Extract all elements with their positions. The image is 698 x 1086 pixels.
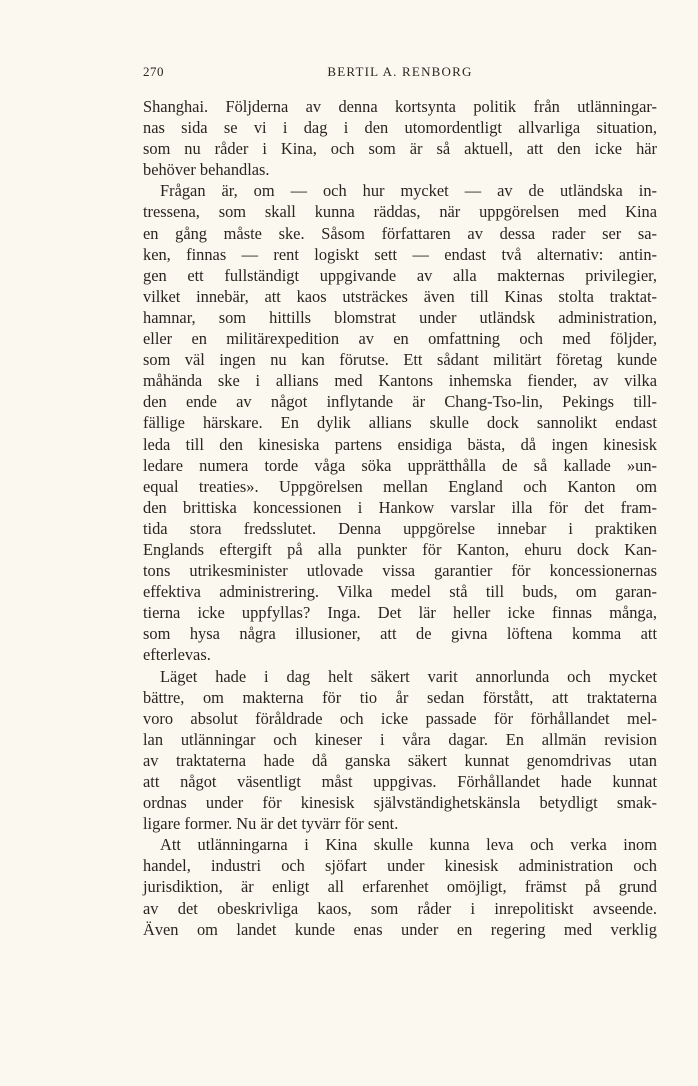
text-line: att något väsentligt måst uppgivas. Förhållandet hade kunnat [143,772,657,791]
page-number: 270 [143,64,164,79]
text-line: vilket innebär, att kaos utsträckes även till Kinas stolta traktat- [143,286,657,306]
text-line: efterlevas. [143,645,211,665]
text-line: den ende av något inflytande är Chang-Tso-lin, Pekings till- [143,392,657,412]
text-line: av det obeskrivliga kaos, som råder i inrepolitiskt avseende. [143,898,657,918]
text-line: nas sida se vi i dag i den utomordentligt allvarliga situation, [143,118,657,138]
text-line: ledare numera torde våga söka upprätthålla de så kallade »un- [143,455,657,475]
text-line: fällige härskare. En dylik allians skulle dock sannolikt endast [143,413,657,433]
text-line: av traktaterna hade då ganska säkert kunnat genomdrivas utan [143,750,657,770]
text-line: som nu råder i Kina, och som är så aktuell, att den icke här [143,139,657,159]
text-line: equal treaties». Uppgörelsen mellan England och Kanton om [143,476,657,496]
text-line: gen ett fullständigt uppgivande av alla makternas privilegier, [143,265,657,285]
text-line: Shanghai. Följderna av denna kortsynta politik från utlänningar- [143,97,657,116]
text-line: Att utlänningarna i Kina skulle kunna leva och verka inom [160,835,657,855]
text-line: ordnas under för kinesisk självständighetskänsla betydligt smak- [143,793,657,813]
body-text [143,96,657,940]
text-line: voro absolut föråldrade och icke passade för förhållandet mel- [143,708,657,728]
text-line: den brittiska koncessionen i Hankow varslar illa för det fram- [143,497,657,517]
text-line: leda till den kinesiska partens ensidiga bästa, då ingen kinesisk [143,434,657,454]
text-line: bättre, om makterna för tio år sedan förstått, att traktaterna [143,687,657,707]
text-line: tressena, som skall kunna räddas, när uppgörelsen med Kina [143,202,657,222]
text-line: tierna icke uppfyllas? Inga. Det lär heller icke finnas många, [143,603,657,623]
text-line: en gång måste ske. Såsom författaren av dessa rader ser sa- [143,223,657,243]
text-line: tida stora fredsslutet. Denna uppgörelse innebar i praktiken [143,518,657,538]
text-line: måhända ske i allians med Kantons inhemska fiender, av vilka [143,371,657,391]
text-line: behöver behandlas. [143,160,270,180]
text-line: Läget hade i dag helt säkert varit annorlunda och mycket [160,666,657,686]
text-line: tons utrikesminister utlovade vissa garantier för koncessionernas [143,561,657,581]
text-line: ken, finnas — rent logiskt sett — endast två alternativ: antin- [143,244,657,264]
text-line: effektiva administrering. Vilka medel stå till buds, om garan- [143,582,657,602]
text-line: som hysa några illusioner, att de givna löftena komma att [143,624,657,644]
text-line: jurisdiktion, är enligt all erfarenhet omöjligt, främst på grund [143,877,657,897]
text-line: lan utlänningar och kineser i våra dagar. En allmän revision [143,729,657,749]
text-line: ligare former. Nu är det tyvärr för sent. [143,814,399,834]
text-line: som väl ingen nu kan förutse. Ett sådant militärt företag kunde [143,350,657,370]
text-line: Englands eftergift på alla punkter för Kanton, ehuru dock Kan- [143,539,657,559]
text-line: Frågan är, om — och hur mycket — av de utländska in- [160,181,657,201]
text-line: hamnar, som hittills blomstrat under utländsk administration, [143,307,657,327]
text-line: handel, industri och sjöfart under kinesisk administration och [143,856,657,876]
text-line: Även om landet kunde enas under en regering med verklig [143,919,657,939]
running-head: BERTIL A. RENBORG [327,64,473,79]
text-line: eller en militärexpedition av en omfattning och med följder, [143,329,657,349]
